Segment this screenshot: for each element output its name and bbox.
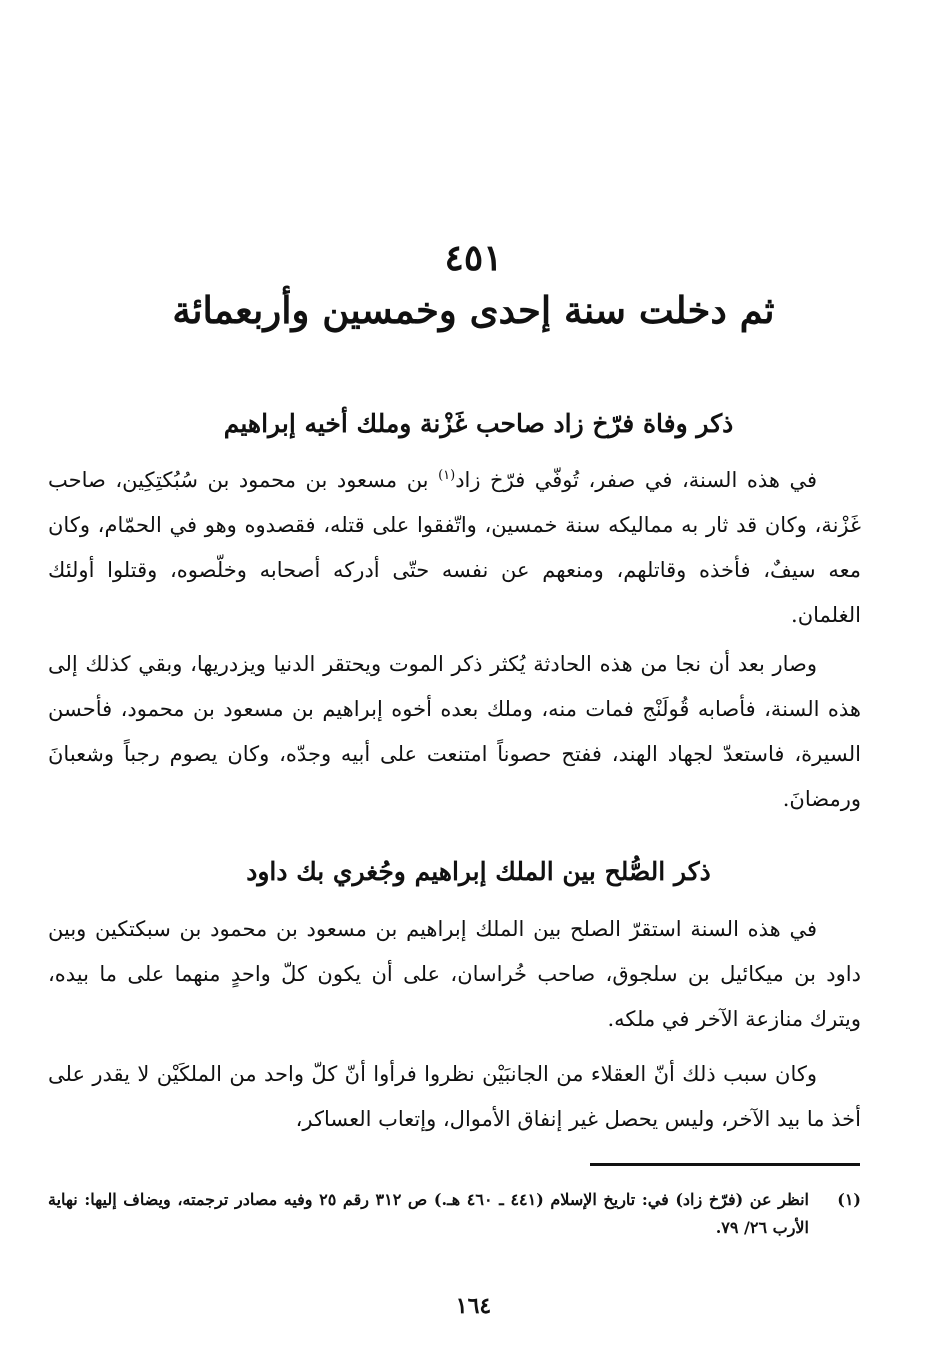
section-2-paragraph-1 [48, 907, 861, 1042]
paragraph-text: وصار بعد أن نجا من هذه الحادثة يُكثر ذكر الموت ويحتقر الدنيا ويزدريها، وبقي كذلك إلى هذه السنة، فأصابه قُولَنْج فمات منه، وملك بعده أخوه إبراهيم بن مسعود بن محمود، فأحسن السيرة، فاستعدّ لجهاد الهند، ففتح حصوناً امتنعت على أبيه وجدّه، وكان يصوم رجباً وشعبانَ ورمضانَ. [48, 652, 861, 811]
page-title: ثم دخلت سنة إحدى وخمسين وأربعمائة [172, 288, 775, 332]
page-number: ١٦٤ [455, 1293, 492, 1319]
section-2-paragraph-2 [48, 1052, 861, 1142]
section-1-paragraph-1 [48, 458, 861, 638]
footnote-divider [590, 1163, 860, 1166]
section-heading-peace-ibrahim-chaghri: ذكر الصُّلح بين الملك إبراهيم وجُغري بك داود [246, 857, 711, 886]
paragraph-text: في هذه السنة استقرّ الصلح بين الملك إبراهيم بن مسعود بن محمود بن سبكتكين وبين داود بن ميكائيل بن سلجوق، صاحب خُراسان، على أن يكون كلّ واحدٍ منهما على ما بيده، ويترك منازعة الآخر في ملكه. [48, 917, 861, 1031]
footnote-number: (١) [837, 1190, 861, 1209]
section-heading-death-farrukhzad: ذكر وفاة فرّخ زاد صاحب غَزْنة وملك أخيه إبراهيم [223, 409, 734, 438]
section-1-paragraph-2 [48, 642, 861, 822]
year-number: ٤٥١ [444, 237, 503, 279]
paragraph-text: بن مسعود بن محمود بن سُبُكتِكِين، صاحب غَزْنة، وكان قد ثار به مماليكه سنة خمسين، واتّفقوا على قتله، فقصدوه وهو في الحمّام، وكان معه سيفٌ، فأخذه وقاتلهم، ومنعهم عن نفسه حتّى أدركه أصحابه وخلّصوه، وقتلوا أولئك الغلمان. [48, 468, 861, 627]
paragraph-text: في هذه السنة، في صفر، تُوفّي فرّخ زاد [455, 468, 817, 492]
footnote-text: انظر عن (فرّخ زاد) في: تاريخ الإسلام (٤٤١ ـ ٤٦٠ هـ.) ص ٣١٢ رقم ٢٥ وفيه مصادر ترجمته، ويضاف إليها: نهاية الأرب ٢٦/ ٧٩. [48, 1190, 809, 1237]
footnote-marker: (١) [438, 468, 456, 483]
footnote [48, 1186, 861, 1242]
paragraph-text: وكان سبب ذلك أنّ العقلاء من الجانبَيْن نظروا فرأوا أنّ كلّ واحد من الملكَيْن لا يقدر على أخذ ما بيد الآخر، وليس يحصل غير إنفاق الأموال، وإتعاب العساكر، [48, 1062, 861, 1131]
